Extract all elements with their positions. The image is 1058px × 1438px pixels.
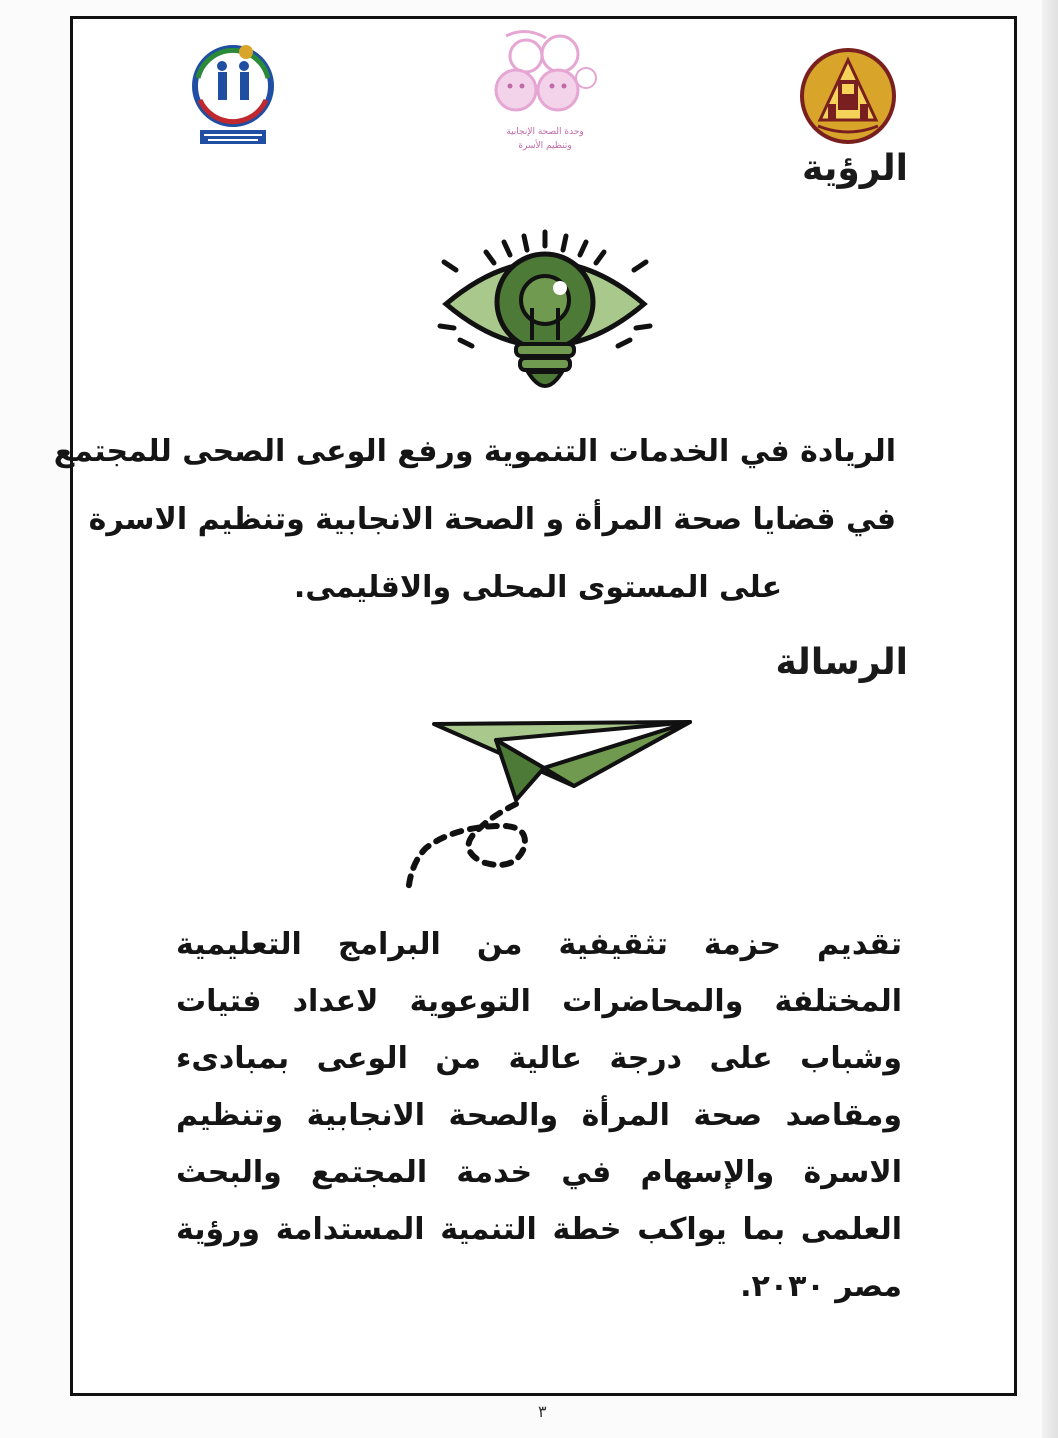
page-number: ٣ xyxy=(538,1402,547,1421)
mission-statement: تقديم حزمة تثقيفية من البرامج التعليمية المختلفة والمحاضرات التوعوية لاعداد فتيات وشباب على درجة عالية من الوعى بمبادىء ومقاصد صحة المرأة والصحة الانجابية وتنظيم الاسرة والإسهام في خدمة المجتمع والبحث العلمى بما يواكب خطة التنمية المستدامة ورؤية مصر ٢٠٣٠. xyxy=(176,927,902,1304)
mission-heading: الرسالة xyxy=(775,642,908,683)
paper-plane-icon xyxy=(396,716,696,900)
vision-line: على المستوى المحلى والاقليمى. xyxy=(293,570,783,605)
eye-lightbulb-icon xyxy=(432,228,658,404)
vision-line: الريادة في الخدمات التنموية ورفع الوعى الصحى للمجتمع xyxy=(53,434,896,469)
university-logo xyxy=(798,46,898,146)
vision-heading: الرؤية xyxy=(802,148,908,189)
unit-caption-line1: وحدة الصحة الإنجابية xyxy=(506,127,584,137)
reproductive-health-unit-logo xyxy=(486,26,604,156)
vision-line: في قضايا صحة المرأة و الصحة الانجابية وتنظيم الاسرة xyxy=(88,502,896,537)
vision-statement xyxy=(53,418,896,622)
unit-caption-line2: وتنظيم الأسرة xyxy=(518,141,572,151)
scan-edge xyxy=(1042,0,1058,1438)
faculty-logo xyxy=(188,38,278,150)
